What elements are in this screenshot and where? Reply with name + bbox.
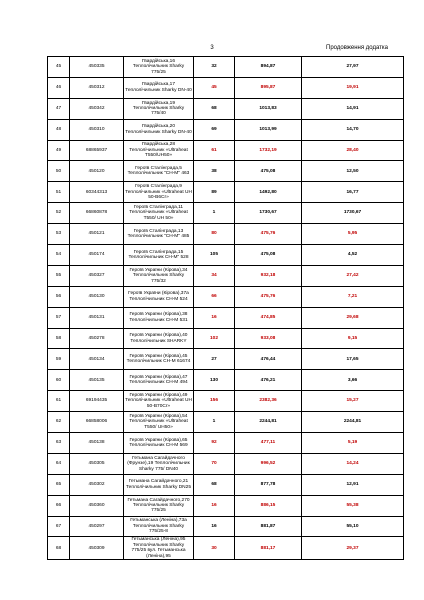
quantity-cell: 68 [194, 98, 235, 119]
amount-cell: 2382,36 [235, 391, 302, 412]
address-meter-cell: Гетьмана Сагайдачного (Фрунзе),19 Теплолічильник Sharky 775/ DN40 [124, 453, 194, 474]
row-number-cell: 45 [48, 57, 70, 78]
quantity-cell: 68 [194, 474, 235, 495]
address-meter-cell: Героїв України (Кірова),65 Теплолічильник СН-М 569 [124, 433, 194, 454]
row-number-cell: 58 [48, 328, 70, 349]
per-unit-cell: 27,97 [302, 57, 404, 78]
address-meter-cell: Героїв Сталінграда,11 Теплолічильник «Ultraheat T550/ UH 50» [124, 203, 194, 224]
table-row [48, 412, 404, 433]
quantity-cell: 61 [194, 140, 235, 161]
quantity-cell: 16 [194, 307, 235, 328]
per-unit-cell: 9,15 [302, 328, 404, 349]
table-row [48, 224, 404, 245]
row-number-cell: 46 [48, 77, 70, 98]
per-unit-cell: 4,52 [302, 245, 404, 266]
account-code-cell: 450297 [70, 516, 124, 537]
table-row [48, 474, 404, 495]
per-unit-cell: 55,38 [302, 495, 404, 516]
table-row [48, 182, 404, 203]
amount-cell: 932,18 [235, 265, 302, 286]
account-code-cell: 450138 [70, 433, 124, 454]
row-number-cell: 48 [48, 119, 70, 140]
address-meter-cell: Гетьманська (Леніна),95 Теплолічильник Sharky 775/25 вул. Гетьманська (Леніна),95 [124, 537, 194, 560]
address-meter-cell: Гвардійська,28 Теплолічильник «Ultraheat T550/UH50» [124, 140, 194, 161]
quantity-cell: 80 [194, 224, 235, 245]
account-code-cell: 450121 [70, 224, 124, 245]
per-unit-cell: 29,37 [302, 537, 404, 560]
amount-cell: 1013,83 [235, 98, 302, 119]
account-code-cell: 450134 [70, 349, 124, 370]
table-row [48, 307, 404, 328]
quantity-cell: 69 [194, 119, 235, 140]
quantity-cell: 34 [194, 265, 235, 286]
address-meter-cell: Героїв України (Кірова),38 Теплолічильник СН-М 531 [124, 307, 194, 328]
row-number-cell: 61 [48, 391, 70, 412]
account-code-cell: 450360 [70, 495, 124, 516]
quantity-cell: 89 [194, 182, 235, 203]
table-row [48, 77, 404, 98]
table-row [48, 349, 404, 370]
quantity-cell: 102 [194, 328, 235, 349]
row-number-cell: 62 [48, 412, 70, 433]
table-row [48, 453, 404, 474]
amount-cell: 475,76 [235, 224, 302, 245]
quantity-cell: 156 [194, 391, 235, 412]
quantity-cell: 105 [194, 245, 235, 266]
table-row [48, 57, 404, 78]
row-number-cell: 56 [48, 286, 70, 307]
address-meter-cell: Героїв України (Кірова),45 Теплолічильник СН-М 61674 [124, 349, 194, 370]
amount-cell: 877,78 [235, 474, 302, 495]
table-row [48, 433, 404, 454]
row-number-cell: 49 [48, 140, 70, 161]
amount-cell: 1730,67 [235, 203, 302, 224]
row-number-cell: 65 [48, 474, 70, 495]
account-code-cell: 450130 [70, 286, 124, 307]
address-meter-cell: Гетьманська (Леніна),73а Теплолічильник Sharky 775/25-8 [124, 516, 194, 537]
table-body [48, 57, 404, 560]
table-row [48, 495, 404, 516]
amount-cell: 1492,80 [235, 182, 302, 203]
table-row [48, 203, 404, 224]
amount-cell: 1013,99 [235, 119, 302, 140]
row-number-cell: 51 [48, 182, 70, 203]
row-number-cell: 59 [48, 349, 70, 370]
amount-cell: 2244,81 [235, 412, 302, 433]
row-number-cell: 67 [48, 516, 70, 537]
amount-cell: 996,52 [235, 453, 302, 474]
quantity-cell: 30 [194, 537, 235, 560]
account-code-cell: 450135 [70, 370, 124, 391]
per-unit-cell: 12,91 [302, 474, 404, 495]
table-row [48, 98, 404, 119]
per-unit-cell: 28,40 [302, 140, 404, 161]
per-unit-cell: 12,50 [302, 161, 404, 182]
quantity-cell: 16 [194, 495, 235, 516]
per-unit-cell: 2244,81 [302, 412, 404, 433]
account-code-cell: 450278 [70, 328, 124, 349]
page-number: 3 [210, 45, 214, 51]
account-code-cell: 450342 [70, 98, 124, 119]
row-number-cell: 50 [48, 161, 70, 182]
row-number-cell: 53 [48, 224, 70, 245]
table-row [48, 286, 404, 307]
row-number-cell: 60 [48, 370, 70, 391]
account-code-cell: 60344313 [70, 182, 124, 203]
per-unit-cell: 7,21 [302, 286, 404, 307]
account-code-cell: 450174 [70, 245, 124, 266]
quantity-cell: 32 [194, 57, 235, 78]
address-meter-cell: Героїв Сталінграда,9 Теплолічильник «Ultraheat UH 50-B6Cr» [124, 182, 194, 203]
table-row [48, 245, 404, 266]
address-meter-cell: Героїв України (Кірова),49 Теплолічильник «Ultraheat UH 50-B70Cr» [124, 391, 194, 412]
account-code-cell: 450302 [70, 474, 124, 495]
row-number-cell: 66 [48, 495, 70, 516]
table-row [48, 370, 404, 391]
table-row [48, 391, 404, 412]
account-code-cell: 450309 [70, 537, 124, 560]
quantity-cell: 92 [194, 433, 235, 454]
row-number-cell: 54 [48, 245, 70, 266]
quantity-cell: 1 [194, 203, 235, 224]
account-code-cell: 69194435 [70, 391, 124, 412]
amount-cell: 475,08 [235, 161, 302, 182]
per-unit-cell: 3,66 [302, 370, 404, 391]
continuation-note: Продовження додатка [326, 45, 388, 51]
amount-cell: 895,87 [235, 77, 302, 98]
quantity-cell: 45 [194, 77, 235, 98]
per-unit-cell: 29,68 [302, 307, 404, 328]
amount-cell: 475,76 [235, 286, 302, 307]
quantity-cell: 130 [194, 370, 235, 391]
account-code-cell: 450131 [70, 307, 124, 328]
address-meter-cell: Гвардійська,17 Теплолічильник Sharky DN-40 [124, 77, 194, 98]
address-meter-cell: Героїв України (Кірова),37а Теплолічильник СН-М 524 [124, 286, 194, 307]
address-meter-cell: Гетьмана Сагайдачного,21 Теплолічильник Sharky DN25 [124, 474, 194, 495]
account-code-cell: 66860878 [70, 203, 124, 224]
address-meter-cell: Героїв Сталінграда,15 Теплолічильник СН-М" 528 [124, 245, 194, 266]
account-code-cell: 450335 [70, 57, 124, 78]
amount-cell: 475,08 [235, 245, 302, 266]
per-unit-cell: 17,65 [302, 349, 404, 370]
table-row [48, 537, 404, 560]
amount-cell: 474,85 [235, 307, 302, 328]
address-meter-cell: Героїв України (Кірова),54 Теплолічильник «Ultraheat T550/ UH50» [124, 412, 194, 433]
table-row [48, 516, 404, 537]
per-unit-cell: 5,19 [302, 433, 404, 454]
quantity-cell: 1 [194, 412, 235, 433]
amount-cell: 933,08 [235, 328, 302, 349]
quantity-cell: 16 [194, 516, 235, 537]
per-unit-cell: 5,95 [302, 224, 404, 245]
per-unit-cell: 27,42 [302, 265, 404, 286]
row-number-cell: 57 [48, 307, 70, 328]
row-number-cell: 68 [48, 537, 70, 560]
address-meter-cell: Героїв Сталінграда,13 Теплолічильник "СН-М" 485 [124, 224, 194, 245]
amount-cell: 886,15 [235, 495, 302, 516]
table-row [48, 140, 404, 161]
amount-cell: 894,87 [235, 57, 302, 78]
address-meter-cell: Героїв України (Кірова),34 Теплолічильник Sharky 775/32 [124, 265, 194, 286]
address-meter-cell: Героїв України (Кірова),47 Теплолічильник СН-М 494 [124, 370, 194, 391]
account-code-cell: 450327 [70, 265, 124, 286]
address-meter-cell: Гвардійська,20 Теплолічильник Sharky DN-40 [124, 119, 194, 140]
amount-cell: 476,44 [235, 349, 302, 370]
amount-cell: 477,11 [235, 433, 302, 454]
row-number-cell: 63 [48, 433, 70, 454]
account-code-cell: 450120 [70, 161, 124, 182]
amount-cell: 881,17 [235, 537, 302, 560]
per-unit-cell: 55,10 [302, 516, 404, 537]
address-meter-cell: Героїв України (Кірова),40 Теплолічильник SHARKY [124, 328, 194, 349]
per-unit-cell: 14,91 [302, 98, 404, 119]
per-unit-cell: 14,70 [302, 119, 404, 140]
amount-cell: 881,87 [235, 516, 302, 537]
table-row [48, 161, 404, 182]
amount-cell: 1732,19 [235, 140, 302, 161]
quantity-cell: 27 [194, 349, 235, 370]
meters-table [47, 56, 404, 560]
row-number-cell: 47 [48, 98, 70, 119]
table-row [48, 119, 404, 140]
per-unit-cell: 14,24 [302, 453, 404, 474]
quantity-cell: 38 [194, 161, 235, 182]
per-unit-cell: 16,77 [302, 182, 404, 203]
table-row [48, 265, 404, 286]
address-meter-cell: Гетьмана Сагайдачного,270 Теплолічильник Sharky 775/25 [124, 495, 194, 516]
account-code-cell: 450310 [70, 119, 124, 140]
account-code-cell: 66858006 [70, 412, 124, 433]
amount-cell: 476,21 [235, 370, 302, 391]
address-meter-cell: Героїв Сталінграда,5 Теплолічильник "СН-М" 463 [124, 161, 194, 182]
address-meter-cell: Гвардійська,16 Теплолічильник Sharky 775/25 [124, 57, 194, 78]
account-code-cell: 68865937 [70, 140, 124, 161]
table-row [48, 328, 404, 349]
address-meter-cell: Гвардійська,19 Теплолічильник Sharky 775/40 [124, 98, 194, 119]
account-code-cell: 450305 [70, 453, 124, 474]
account-code-cell: 450312 [70, 77, 124, 98]
per-unit-cell: 15,27 [302, 391, 404, 412]
row-number-cell: 52 [48, 203, 70, 224]
quantity-cell: 66 [194, 286, 235, 307]
quantity-cell: 70 [194, 453, 235, 474]
row-number-cell: 55 [48, 265, 70, 286]
per-unit-cell: 19,91 [302, 77, 404, 98]
per-unit-cell: 1730,67 [302, 203, 404, 224]
row-number-cell: 64 [48, 453, 70, 474]
